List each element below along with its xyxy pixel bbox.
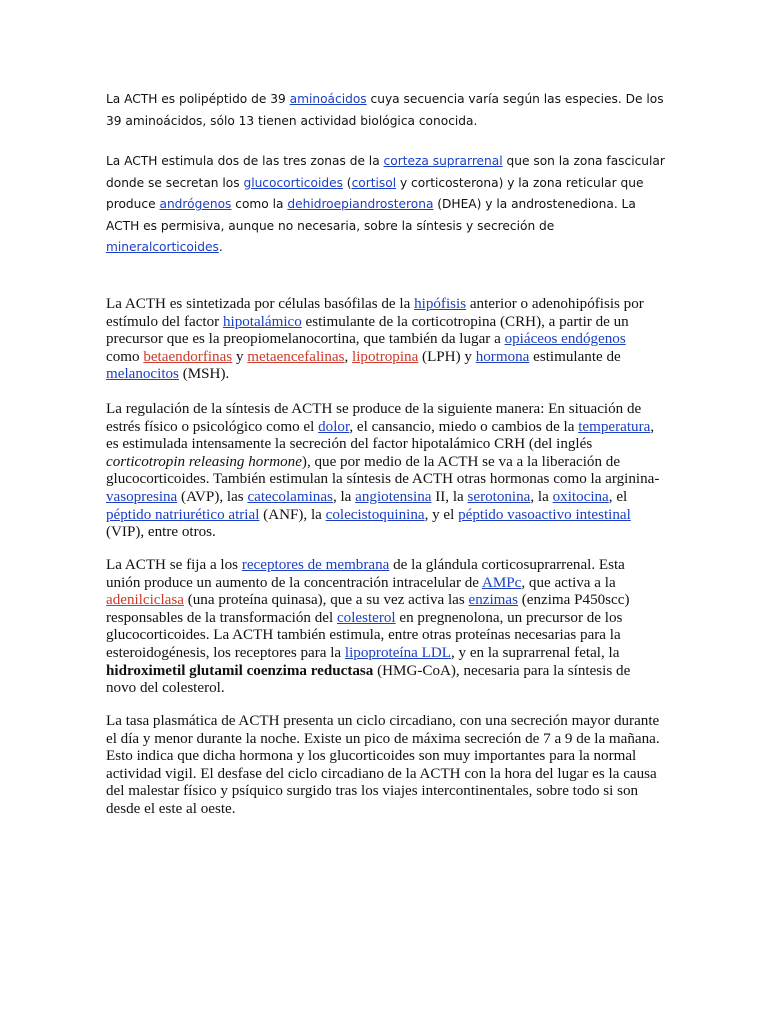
link-betaendorfinas[interactable]: betaendorfinas [143,348,233,365]
line [106,575,630,593]
line: Esto indica que dicha hormona y los glucorticoides son muy importantes para la normal [106,748,637,765]
link-colecistoquinina[interactable]: colecistoquinina [325,506,425,523]
line: ACTH es permisiva, aunque no necesaria, sobre la síntesis y secreción de [106,218,555,233]
text: como la [231,197,288,212]
line: novo del colesterol. [106,680,225,697]
text: como [106,348,144,365]
link-aminoacidos[interactable]: aminoácidos [289,92,367,106]
line [106,366,644,384]
text: . [218,240,223,255]
line [106,151,665,173]
text: II, la [431,488,468,505]
text: , y el [424,506,459,523]
text: , y en la suprarrenal fetal, la [450,644,620,661]
line: glucocorticoides. La ACTH también estimula, entre otras proteínas necesarias para la [106,627,621,644]
line [106,557,630,575]
text: (MSH). [178,366,230,383]
line [106,419,659,437]
line [106,610,630,628]
text: (una proteína quinasa), que a su vez activa las [183,592,469,609]
link-dehidroepiandrosterona[interactable]: dehidroepiandrosterona [287,197,434,212]
line [106,194,665,216]
link-enzimas[interactable]: enzimas [468,592,518,609]
link-colesterol[interactable]: colesterol [336,609,396,626]
text: (HMG-CoA), necesaria para la síntesis de [373,662,631,679]
text: (AVP), las [177,488,248,505]
line: glucocorticoides. También estimulan la síntesis de ACTH otras hormonas como la arginina- [106,471,660,488]
link-catecolaminas[interactable]: catecolaminas [247,488,333,505]
paragraph-1 [106,89,664,132]
link-melanocitos[interactable]: melanocitos [106,366,179,383]
paragraph-5 [106,557,630,698]
line: es estimulada intensamente la secreción del factor hipotalámico CRH (del inglés [106,436,593,453]
link-hormona[interactable]: hormona [475,348,530,365]
text: estimulante de la corticotropina (CRH), a partir de un [301,313,629,330]
line: La regulación de la síntesis de ACTH se produce de la siguiente manera: En situación de [106,401,642,417]
line: del malestar físico y psíquico surgido tras los viajes intercontinentales, sobre todo si son [106,783,639,800]
line [106,663,630,681]
bold-text: hidroximetil glutamil coenzima reductasa [106,662,374,679]
link-glucocorticoides[interactable]: glucocorticoides [243,175,343,190]
link-oxitocina[interactable]: oxitocina [552,488,609,505]
line [106,592,630,610]
text: , la [332,488,356,505]
link-vasopresina[interactable]: vasopresina [106,488,178,505]
line: el día y menor durante la noche. Existe un pico de máxima secreción de 7 a 9 de la mañana. [106,730,660,747]
link-hipofisis[interactable]: hipófisis [414,296,467,312]
line [106,296,644,314]
text: estrés físico o psicológico como el [106,418,319,435]
text: , que activa a la [521,574,616,591]
link-dolor[interactable]: dolor [318,418,350,435]
text: , [344,348,353,365]
text: ), que por medio de la ACTH se va a la liberación de [301,453,621,470]
text: (LPH) y [418,348,476,365]
text: La ACTH es polipéptido de 39 [106,92,290,106]
text: , el [608,488,628,505]
line [106,237,665,259]
line [106,507,659,525]
text: y corticosterona) y la zona reticular que [396,175,644,190]
text: , [650,418,655,435]
line [106,331,644,349]
link-corteza-suprarrenal[interactable]: corteza suprarrenal [383,154,503,168]
text: donde se secretan los [106,175,244,190]
paragraph-3 [106,296,644,384]
text: La ACTH se fija a los [106,557,242,573]
line [106,489,659,507]
link-receptores-de-membrana[interactable]: receptores de membrana [241,557,390,573]
italic-text: corticotropin releasing hormone [106,453,302,470]
link-metaencefalinas[interactable]: metaencefalinas [247,348,345,365]
text: de la glándula corticosuprarrenal. Esta [389,557,625,573]
link-serotonina[interactable]: serotonina [467,488,531,505]
link-peptido-natriuretico-atrial[interactable]: péptido natriurético atrial [106,506,260,523]
link-hipotalamico[interactable]: hipotalámico [222,313,302,330]
text: La ACTH es sintetizada por células basófilas de la [106,296,415,312]
text: anterior o adenohipófisis por [466,296,644,312]
paragraph-4 [106,401,659,542]
text: esteroidogénesis, los receptores para la [106,644,345,661]
link-temperatura[interactable]: temperatura [578,418,651,435]
text: responsables de la transformación del [106,609,337,626]
link-adenilciclasa[interactable]: adenilciclasa [106,592,184,609]
text: produce [106,197,160,212]
line: 39 aminoácidos, sólo 13 tienen actividad biológica conocida. [106,113,478,128]
line [106,173,665,195]
text: , la [530,488,553,505]
link-mineralcorticoides[interactable]: mineralcorticoides [106,240,219,255]
text: (DHEA) y la androstenediona. La [433,197,636,212]
text: , el cansancio, miedo o cambios de la [349,418,579,435]
line: (VIP), entre otros. [106,524,216,541]
paragraph-2 [106,151,665,259]
line [106,314,644,332]
link-peptido-vasoactivo-intestinal[interactable]: péptido vasoactivo intestinal [458,506,631,523]
link-lipoproteina-ldl[interactable]: lipoproteína LDL [344,644,451,661]
link-angiotensina[interactable]: angiotensina [355,488,432,505]
text: y [232,348,248,365]
text: La ACTH estimula dos de las tres zonas de la [106,154,384,168]
text: precursor que es la preopiomelanocortina, que también da lugar a [106,331,505,348]
link-opiaceos-endogenos[interactable]: opiáceos endógenos [504,331,626,348]
link-ampc[interactable]: AMPc [481,574,522,591]
text: que son la zona fascicular [502,154,665,168]
line [106,349,644,367]
text: cuya secuencia varía según las especies. De los [366,92,664,106]
link-cortisol[interactable]: cortisol [351,175,397,190]
line [106,454,659,472]
text: ( [342,175,352,190]
line: La tasa plasmática de ACTH presenta un ciclo circadiano, con una secreción mayor durante [106,713,660,729]
link-lipotropina[interactable]: lipotropina [352,348,419,365]
text: en pregnenolona, un precursor de los [395,609,623,626]
line: actividad vigil. El desfase del ciclo circadiano de la ACTH con la hora del lugar es la causa [106,765,657,782]
link-androgenos[interactable]: andrógenos [159,197,232,212]
text: estímulo del factor [106,313,223,330]
paragraph-6 [106,713,660,819]
text: (enzima P450scc) [517,592,630,609]
text: unión produce un aumento de la concentración intracelular de [106,574,482,591]
line [106,89,664,111]
text: (ANF), la [259,506,326,523]
text: estimulante de [529,348,621,365]
line: desde el este al oeste. [106,800,236,817]
line [106,645,630,663]
